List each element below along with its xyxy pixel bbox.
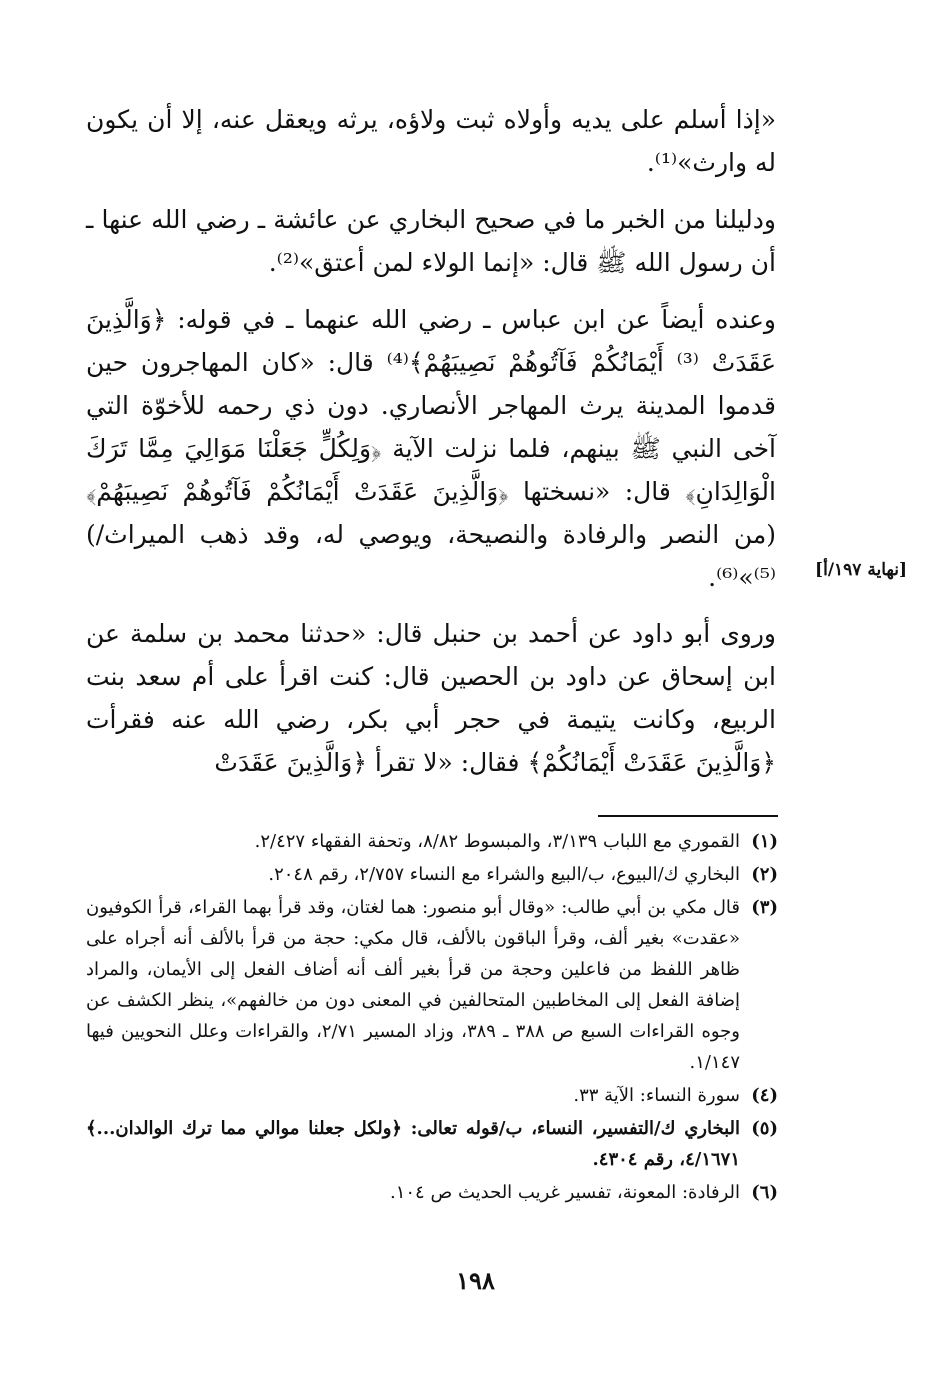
footnote-number: (٣) — [751, 897, 778, 918]
footnote-1 — [86, 826, 778, 857]
footnote-text: القموري مع اللباب ٣/١٣٩، والمبسوط ٨/٨٢، وتحفة الفقهاء ٢/٤٢٧. — [254, 831, 740, 852]
footnote-text: البخاري ك/التفسير، النساء، ب/قوله تعالى: ﴿ولكل جعلنا موالي مما ترك الوالدان...﴾ ٤/١٦٧١، رقم ٤٣٠٤. — [86, 1118, 740, 1170]
body-paragraph-1: «إذا أسلم على يديه وأولاه ثبت ولاؤه، يرثه ويعقل عنه، إلا أن يكون له وارث»⁽¹⁾. — [86, 105, 776, 177]
footnote-number: (١) — [751, 831, 778, 852]
footnote-number: (٦) — [751, 1182, 778, 1203]
footnote-text: الرفادة: المعونة، تفسير غريب الحديث ص ١٠٤. — [389, 1182, 740, 1203]
footnote-4 — [86, 1080, 778, 1111]
footnote-text: البخاري ك/البيوع، ب/البيع والشراء مع النساء ٢/٧٥٧، رقم ٢٠٤٨. — [268, 864, 740, 885]
body-paragraph-3: وعنده أيضاً عن ابن عباس ـ رضي الله عنهما ـ في قوله: ﴿وَالَّذِينَ عَقَدَتْ ⁽³⁾ أَيْمَانُكُمْ فَآتُوهُمْ نَصِيبَهُمْ﴾⁽⁴⁾ قال: «كان المهاجرون حين قدموا المدينة يرث المهاجر الأنصاري. دون ذي رحمه للأخوّة التي آخى النبي ﷺ بينهم، فلما نزلت الآية ﴿وَلِكُلٍّ جَعَلْنَا مَوَالِيَ مِمَّا تَرَكَ الْوَالِدَانِ﴾ قال: «نسختها ﴿وَالَّذِينَ عَقَدَتْ أَيْمَانُكُمْ فَآتُوهُمْ نَصِيبَهُمْ﴾ (من النصر والرفادة والنصيحة، ويوصي له، وقد ذهب الميراث/)⁽⁵⁾»⁽⁶⁾. — [86, 305, 777, 592]
footnote-number: (٢) — [751, 864, 778, 885]
footnote-2 — [86, 859, 778, 890]
footnote-5 — [86, 1113, 778, 1175]
body-paragraph-4: وروى أبو داود عن أحمد بن حنبل قال: «حدثنا محمد بن سلمة عن ابن إسحاق عن داود بن الحصين قال: كنت اقرأ على أم سعد بنت الربيع، وكانت يتيمة في حجر أبي بكر، رضي الله عنه فقرأت ﴿وَالَّذِينَ عَقَدَتْ أَيْمَانُكُمْ﴾ فقال: «لا تقرأ ﴿وَالَّذِينَ عَقَدَتْ — [86, 619, 776, 777]
footnote-6 — [86, 1177, 778, 1208]
footnote-text: سورة النساء: الآية ٣٣. — [573, 1085, 740, 1106]
footnote-number: (٥) — [751, 1118, 778, 1139]
body-paragraph-2: ودليلنا من الخبر ما في صحيح البخاري عن عائشة ـ رضي الله عنها ـ أن رسول الله ﷺ قال: «إنما الولاء لمن أعتق»⁽²⁾. — [86, 205, 776, 277]
footnote-3 — [86, 892, 778, 1078]
manuscript-folio-marker: [نهاية ١٩٧/أ] — [815, 560, 907, 580]
footnote-separator — [598, 815, 778, 817]
page-number: ١٩٨ — [456, 1266, 495, 1295]
footnotes — [86, 826, 778, 1210]
footnote-text: قال مكي بن أبي طالب: «وقال أبو منصور: هما لغتان، وقد قرأ بهما القراء، قرأ الكوفيون «عقدت» بغير ألف، وقرأ الباقون بالألف، قال مكي: حجة من قرأ بالألف أنه أجراه على ظاهر اللفظ من فاعلين وحجة من قرأ بغير ألف أنه أضاف الفعل إلى الأيمان، والمراد إضافة الفعل إلى المخاطبين المتحالفين في المعنى دون من خالفهم»، ينظر الكشف عن وجوه القراءات السبع ص ٣٨٨ ـ ٣٨٩، وزاد المسير ٢/٧١، والقراءات وعلل النحويين فيها ١/١٤٧. — [86, 897, 740, 1073]
footnote-number: (٤) — [751, 1085, 778, 1106]
